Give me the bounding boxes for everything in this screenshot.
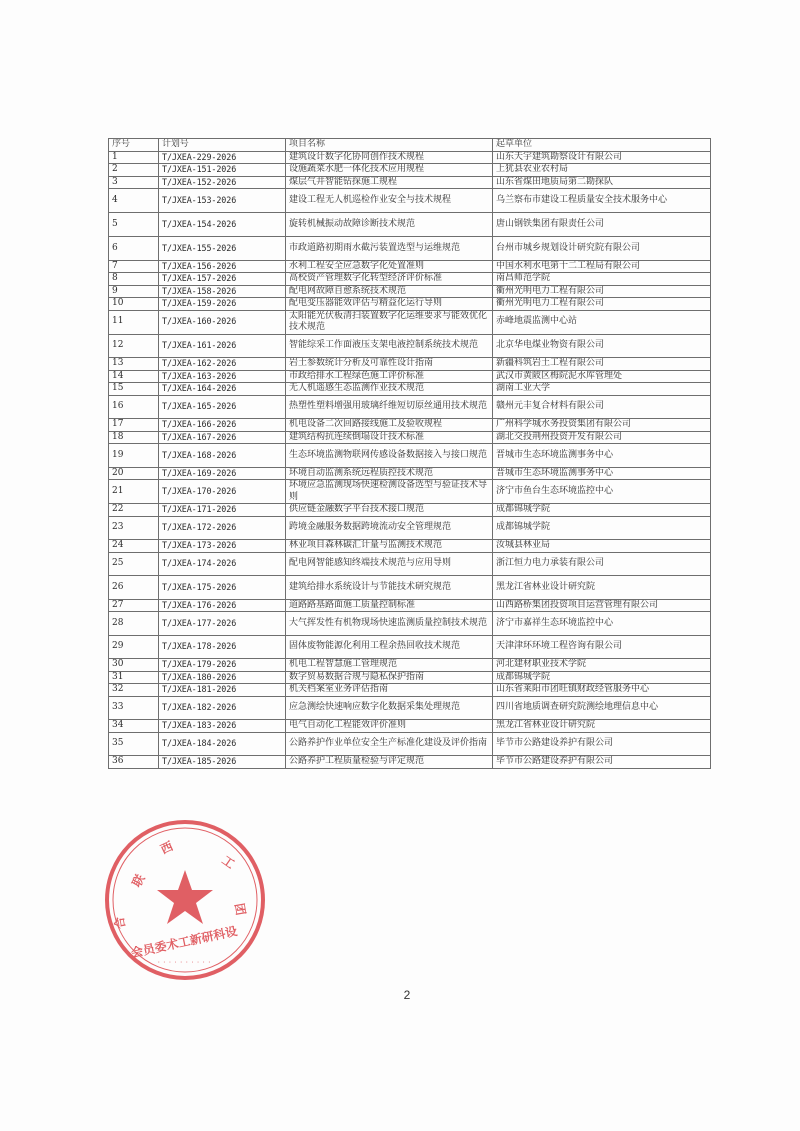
serial-number-cell: 26 xyxy=(109,576,159,600)
serial-number-cell: 29 xyxy=(109,635,159,659)
page-number: 2 xyxy=(403,988,411,1002)
header-drafting-unit: 起草单位 xyxy=(493,139,711,152)
table-row xyxy=(109,164,711,177)
serial-number-cell: 11 xyxy=(109,310,159,334)
project-name-cell: 煤层气井智能钻探施工规程 xyxy=(286,176,493,189)
drafting-unit-cell: 乌兰察布市建设工程质量安全技术服务中心 xyxy=(493,189,711,213)
serial-number-cell: 5 xyxy=(109,212,159,237)
plan-number-cell: T/JXEA-181-2026 xyxy=(159,684,286,697)
table-row xyxy=(109,659,711,672)
serial-number-cell: 22 xyxy=(109,504,159,517)
drafting-unit-cell: 唐山钢铁集团有限责任公司 xyxy=(493,212,711,237)
table-row xyxy=(109,189,711,213)
table-row xyxy=(109,310,711,334)
drafting-unit-cell: 南昌师范学院 xyxy=(493,273,711,286)
table-row xyxy=(109,552,711,576)
drafting-unit-cell: 台州市城乡规划设计研究院有限公司 xyxy=(493,237,711,261)
drafting-unit-cell: 晋城市生态环境监测事务中心 xyxy=(493,444,711,468)
project-name-cell: 应急测绘快速响应数字化数据采集处理规范 xyxy=(286,696,493,720)
table-row xyxy=(109,151,711,164)
table-row xyxy=(109,635,711,659)
serial-number-cell: 16 xyxy=(109,395,159,419)
drafting-unit-cell: 赣州元丰复合材料有限公司 xyxy=(493,395,711,419)
plan-number-cell: T/JXEA-161-2026 xyxy=(159,334,286,358)
table-row xyxy=(109,395,711,419)
project-name-cell: 无人机遥感生态监测作业技术规范 xyxy=(286,383,493,396)
project-name-cell: 道路路基路面施工质量控制标准 xyxy=(286,599,493,612)
project-name-cell: 机电工程智慧施工管理规范 xyxy=(286,659,493,672)
plan-number-cell: T/JXEA-182-2026 xyxy=(159,696,286,720)
plan-number-cell: T/JXEA-160-2026 xyxy=(159,310,286,334)
project-name-cell: 岩土参数统计分析及可靠性设计指南 xyxy=(286,358,493,371)
table-row xyxy=(109,467,711,480)
drafting-unit-cell: 衢州光明电力工程有限公司 xyxy=(493,298,711,311)
plan-number-cell: T/JXEA-158-2026 xyxy=(159,285,286,298)
project-name-cell: 环境应急监测现场快速检测设备选型与验证技术导则 xyxy=(286,480,493,504)
serial-number-cell: 32 xyxy=(109,684,159,697)
project-name-cell: 配电变压器能效评估与精益化运行导则 xyxy=(286,298,493,311)
project-name-cell: 高校资产管理数字化转型经济评价标准 xyxy=(286,273,493,286)
plan-number-cell: T/JXEA-165-2026 xyxy=(159,395,286,419)
plan-number-cell: T/JXEA-151-2026 xyxy=(159,164,286,177)
serial-number-cell: 35 xyxy=(109,732,159,756)
plan-number-cell: T/JXEA-183-2026 xyxy=(159,720,286,733)
standards-project-table xyxy=(108,138,711,769)
drafting-unit-cell: 武汉市黄陂区梅院泥水库管理处 xyxy=(493,370,711,383)
project-name-cell: 环境自动监测系统远程质控技术规范 xyxy=(286,467,493,480)
serial-number-cell: 24 xyxy=(109,540,159,553)
table-row xyxy=(109,732,711,756)
svg-text:··········: ·········· xyxy=(156,959,214,966)
serial-number-cell: 9 xyxy=(109,285,159,298)
plan-number-cell: T/JXEA-159-2026 xyxy=(159,298,286,311)
plan-number-cell: T/JXEA-169-2026 xyxy=(159,467,286,480)
serial-number-cell: 30 xyxy=(109,659,159,672)
table-row xyxy=(109,480,711,504)
plan-number-cell: T/JXEA-175-2026 xyxy=(159,576,286,600)
table-row xyxy=(109,720,711,733)
table-header-row xyxy=(109,139,711,152)
plan-number-cell: T/JXEA-179-2026 xyxy=(159,659,286,672)
drafting-unit-cell: 济宁市嘉祥生态环境监控中心 xyxy=(493,612,711,636)
plan-number-cell: T/JXEA-229-2026 xyxy=(159,151,286,164)
drafting-unit-cell: 成都锦城学院 xyxy=(493,671,711,684)
table-row xyxy=(109,298,711,311)
serial-number-cell: 2 xyxy=(109,164,159,177)
table-row xyxy=(109,612,711,636)
plan-number-cell: T/JXEA-153-2026 xyxy=(159,189,286,213)
table-row xyxy=(109,444,711,468)
table-row xyxy=(109,358,711,371)
project-name-cell: 配电网故障自愈系统技术规范 xyxy=(286,285,493,298)
serial-number-cell: 12 xyxy=(109,334,159,358)
drafting-unit-cell: 上犹县农业农村局 xyxy=(493,164,711,177)
svg-text:工: 工 xyxy=(219,852,238,872)
project-name-cell: 智能综采工作面液压支架电液控制系统技术规范 xyxy=(286,334,493,358)
drafting-unit-cell: 四川省地质调查研究院测绘地理信息中心 xyxy=(493,696,711,720)
project-name-cell: 机关档案室业务评估指南 xyxy=(286,684,493,697)
table-row xyxy=(109,383,711,396)
table-row xyxy=(109,696,711,720)
project-name-cell: 建筑结构抗连续倒塌设计技术标准 xyxy=(286,431,493,444)
svg-text:合: 合 xyxy=(112,915,128,930)
drafting-unit-cell: 衢州光明电力工程有限公司 xyxy=(493,285,711,298)
plan-number-cell: T/JXEA-162-2026 xyxy=(159,358,286,371)
plan-number-cell: T/JXEA-178-2026 xyxy=(159,635,286,659)
serial-number-cell: 31 xyxy=(109,671,159,684)
project-name-cell: 供应链金融数字平台技术接口规范 xyxy=(286,504,493,517)
drafting-unit-cell: 毕节市公路建设养护有限公司 xyxy=(493,756,711,769)
plan-number-cell: T/JXEA-155-2026 xyxy=(159,237,286,261)
project-name-cell: 机电设备二次回路接线施工及验收规程 xyxy=(286,419,493,432)
serial-number-cell: 1 xyxy=(109,151,159,164)
table-row xyxy=(109,273,711,286)
plan-number-cell: T/JXEA-167-2026 xyxy=(159,431,286,444)
table-row xyxy=(109,599,711,612)
plan-number-cell: T/JXEA-152-2026 xyxy=(159,176,286,189)
serial-number-cell: 19 xyxy=(109,444,159,468)
drafting-unit-cell: 黑龙江省林业设计研究院 xyxy=(493,576,711,600)
plan-number-cell: T/JXEA-180-2026 xyxy=(159,671,286,684)
project-name-cell: 固体废物能源化利用工程余热回收技术规范 xyxy=(286,635,493,659)
project-name-cell: 市政给排水工程绿色施工评价标准 xyxy=(286,370,493,383)
project-name-cell: 数字贸易数据合规与隐私保护指南 xyxy=(286,671,493,684)
project-name-cell: 市政道路初期雨水截污装置选型与运维规范 xyxy=(286,237,493,261)
serial-number-cell: 15 xyxy=(109,383,159,396)
table-row xyxy=(109,504,711,517)
svg-text:联: 联 xyxy=(129,872,148,890)
drafting-unit-cell: 汝城县林业局 xyxy=(493,540,711,553)
plan-number-cell: T/JXEA-172-2026 xyxy=(159,516,286,540)
project-name-cell: 跨境金融服务数据跨境流动安全管理规范 xyxy=(286,516,493,540)
table-row xyxy=(109,540,711,553)
serial-number-cell: 33 xyxy=(109,696,159,720)
serial-number-cell: 36 xyxy=(109,756,159,769)
serial-number-cell: 4 xyxy=(109,189,159,213)
table-row xyxy=(109,176,711,189)
serial-number-cell: 6 xyxy=(109,237,159,261)
serial-number-cell: 21 xyxy=(109,480,159,504)
drafting-unit-cell: 湖南工业大学 xyxy=(493,383,711,396)
serial-number-cell: 3 xyxy=(109,176,159,189)
serial-number-cell: 34 xyxy=(109,720,159,733)
drafting-unit-cell: 浙江恒力电力承装有限公司 xyxy=(493,552,711,576)
table-row xyxy=(109,370,711,383)
drafting-unit-cell: 山东省莱阳市团旺镇财政经管服务中心 xyxy=(493,684,711,697)
table-row xyxy=(109,285,711,298)
serial-number-cell: 23 xyxy=(109,516,159,540)
plan-number-cell: T/JXEA-170-2026 xyxy=(159,480,286,504)
serial-number-cell: 27 xyxy=(109,599,159,612)
drafting-unit-cell: 成都锦城学院 xyxy=(493,504,711,517)
serial-number-cell: 8 xyxy=(109,273,159,286)
drafting-unit-cell: 湖北交投荆州投资开发有限公司 xyxy=(493,431,711,444)
serial-number-cell: 25 xyxy=(109,552,159,576)
table-row xyxy=(109,431,711,444)
serial-number-cell: 13 xyxy=(109,358,159,371)
drafting-unit-cell: 山西路桥集团投资项目运营管理有限公司 xyxy=(493,599,711,612)
official-seal-icon xyxy=(103,818,267,982)
table-row xyxy=(109,671,711,684)
plan-number-cell: T/JXEA-173-2026 xyxy=(159,540,286,553)
project-name-cell: 电气自动化工程能效评价准则 xyxy=(286,720,493,733)
serial-number-cell: 20 xyxy=(109,467,159,480)
svg-text:会员委术工新研科设: 会员委术工新研科设 xyxy=(129,924,239,961)
table-row xyxy=(109,419,711,432)
serial-number-cell: 28 xyxy=(109,612,159,636)
header-plan-number: 计划号 xyxy=(159,139,286,152)
plan-number-cell: T/JXEA-171-2026 xyxy=(159,504,286,517)
plan-number-cell: T/JXEA-177-2026 xyxy=(159,612,286,636)
plan-number-cell: T/JXEA-185-2026 xyxy=(159,756,286,769)
project-name-cell: 热塑性塑料增强用玻璃纤维短切原丝通用技术规范 xyxy=(286,395,493,419)
drafting-unit-cell: 广州科学城水务投资集团有限公司 xyxy=(493,419,711,432)
drafting-unit-cell: 山东省煤田地质局第二勘探队 xyxy=(493,176,711,189)
project-name-cell: 大气挥发性有机物现场快速监测质量控制技术规范 xyxy=(286,612,493,636)
plan-number-cell: T/JXEA-166-2026 xyxy=(159,419,286,432)
table-row xyxy=(109,684,711,697)
table-row xyxy=(109,576,711,600)
drafting-unit-cell: 黑龙江省林业设计研究院 xyxy=(493,720,711,733)
plan-number-cell: T/JXEA-176-2026 xyxy=(159,599,286,612)
drafting-unit-cell: 济宁市鱼台生态环境监控中心 xyxy=(493,480,711,504)
drafting-unit-cell: 赤峰地震监测中心站 xyxy=(493,310,711,334)
serial-number-cell: 14 xyxy=(109,370,159,383)
serial-number-cell: 18 xyxy=(109,431,159,444)
table-row xyxy=(109,516,711,540)
plan-number-cell: T/JXEA-168-2026 xyxy=(159,444,286,468)
drafting-unit-cell: 中国水利水电第十二工程局有限公司 xyxy=(493,260,711,273)
project-name-cell: 生态环境监测物联网传感设备数据接入与接口规范 xyxy=(286,444,493,468)
drafting-unit-cell: 成都锦城学院 xyxy=(493,516,711,540)
plan-number-cell: T/JXEA-184-2026 xyxy=(159,732,286,756)
project-name-cell: 建筑设计数字化协同创作技术规程 xyxy=(286,151,493,164)
project-name-cell: 公路养护工程质量检验与评定规范 xyxy=(286,756,493,769)
svg-text:团: 团 xyxy=(232,902,248,917)
table-row xyxy=(109,212,711,237)
plan-number-cell: T/JXEA-164-2026 xyxy=(159,383,286,396)
header-project-name: 项目名称 xyxy=(286,139,493,152)
svg-text:西: 西 xyxy=(158,838,176,857)
project-name-cell: 配电网智能感知终端技术规范与应用导则 xyxy=(286,552,493,576)
project-name-cell: 林业项目森林碳汇计量与监测技术规范 xyxy=(286,540,493,553)
plan-number-cell: T/JXEA-157-2026 xyxy=(159,273,286,286)
header-serial-number: 序号 xyxy=(109,139,159,152)
plan-number-cell: T/JXEA-154-2026 xyxy=(159,212,286,237)
drafting-unit-cell: 天津津环环境工程咨询有限公司 xyxy=(493,635,711,659)
drafting-unit-cell: 晋城市生态环境监测事务中心 xyxy=(493,467,711,480)
drafting-unit-cell: 山东天宇建筑勘察设计有限公司 xyxy=(493,151,711,164)
project-name-cell: 设施蔬菜水肥一体化技术应用规程 xyxy=(286,164,493,177)
serial-number-cell: 7 xyxy=(109,260,159,273)
drafting-unit-cell: 毕节市公路建设养护有限公司 xyxy=(493,732,711,756)
plan-number-cell: T/JXEA-163-2026 xyxy=(159,370,286,383)
project-name-cell: 公路养护作业单位安全生产标准化建设及评价指南 xyxy=(286,732,493,756)
project-name-cell: 太阳能光伏板清扫装置数字化运维要求与能效优化技术规范 xyxy=(286,310,493,334)
project-name-cell: 旋转机械振动故障诊断技术规范 xyxy=(286,212,493,237)
plan-number-cell: T/JXEA-174-2026 xyxy=(159,552,286,576)
table-row xyxy=(109,260,711,273)
table-row xyxy=(109,756,711,769)
drafting-unit-cell: 河北建材职业技术学院 xyxy=(493,659,711,672)
drafting-unit-cell: 新疆科筑岩土工程有限公司 xyxy=(493,358,711,371)
serial-number-cell: 17 xyxy=(109,419,159,432)
drafting-unit-cell: 北京华电煤业物资有限公司 xyxy=(493,334,711,358)
project-name-cell: 建筑给排水系统设计与节能技术研究规范 xyxy=(286,576,493,600)
plan-number-cell: T/JXEA-156-2026 xyxy=(159,260,286,273)
serial-number-cell: 10 xyxy=(109,298,159,311)
table-row xyxy=(109,334,711,358)
project-name-cell: 建设工程无人机巡检作业安全与技术规程 xyxy=(286,189,493,213)
table-row xyxy=(109,237,711,261)
project-name-cell: 水利工程安全应急数字化处置准则 xyxy=(286,260,493,273)
